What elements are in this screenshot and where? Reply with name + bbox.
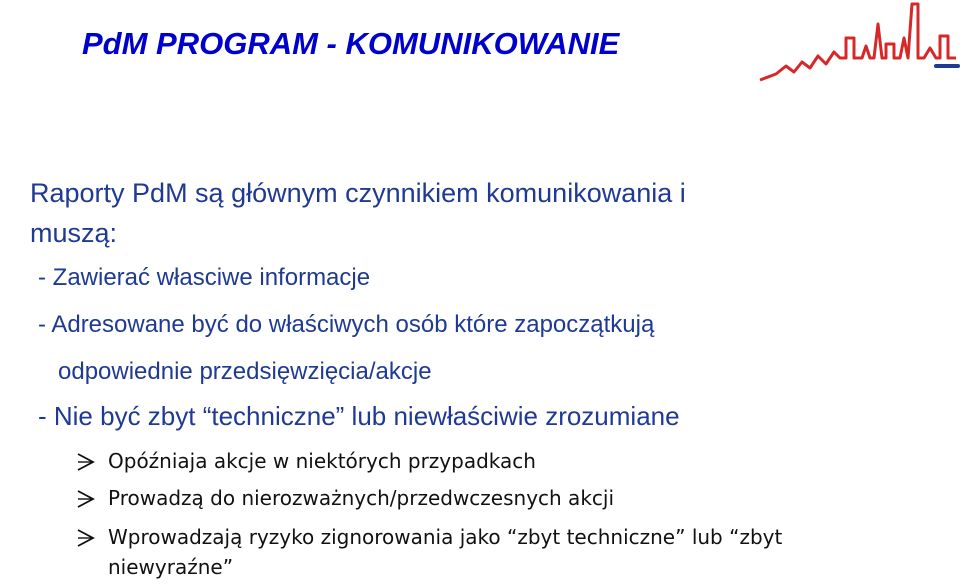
slide-title: PdM PROGRAM - KOMUNIKOWANIE (82, 26, 620, 61)
intro-line-2: muszą: (30, 218, 118, 248)
intro-line-1: Raporty PdM są głównym czynnikiem komunikowania i (30, 178, 686, 208)
arrowhead-bullet-icon (76, 489, 96, 509)
pulse-skyline-logo (758, 2, 960, 86)
sub-bullet-1: Opóźniaja akcje w niektórych przypadkach (108, 449, 536, 473)
sub-bullet-3: Wprowadzają ryzyko zignorowania jako “zbyt techniczne” lub “zbyt (108, 525, 783, 549)
sub-bullet-2: Prowadzą do nierozważnych/przedwczesnych akcji (108, 486, 615, 510)
dash-item-1: - Zawierać własciwe informacje (38, 264, 371, 291)
arrowhead-bullet-icon (76, 528, 96, 548)
dash-item-3: - Nie być zbyt “techniczne” lub niewłaściwie zrozumiane (38, 401, 680, 431)
arrowhead-bullet-icon (76, 452, 96, 472)
sub-bullet-3-continuation: niewyraźne” (108, 555, 234, 579)
dash-item-2: - Adresowane być do właściwych osób które zapoczątkują (38, 311, 655, 338)
dash-item-2-continuation: odpowiednie przedsięwzięcia/akcje (58, 358, 432, 385)
